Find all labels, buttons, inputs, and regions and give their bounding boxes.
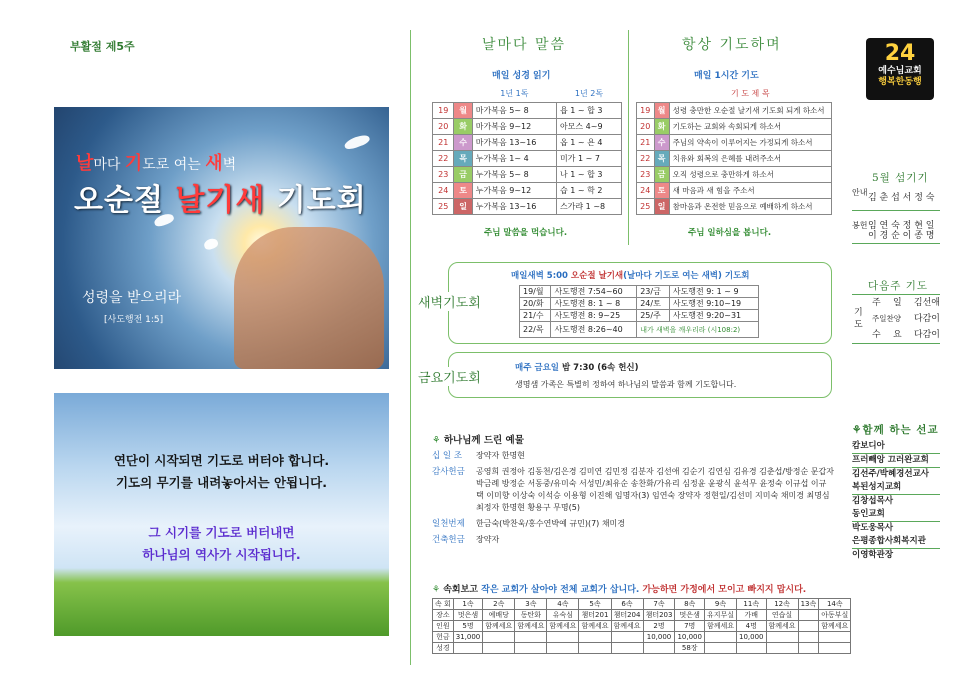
sky-banner bbox=[54, 393, 389, 636]
offering-names: 장약자 한명현 bbox=[476, 451, 525, 460]
dawn-prayer-box bbox=[448, 262, 832, 344]
offering-row bbox=[432, 466, 834, 514]
offering-label: 감사헌금 bbox=[432, 467, 465, 477]
reading-row: 20 화 마가복음 9~12 아모스 4~9 bbox=[433, 118, 622, 134]
bible-reading-table: 1년 1독 1년 2독 19 월 마가복음 5~ 8 욥 1 ~ 합 3 20 화 마가복음 9~12 아모스 4~9 21 수 마가복음 13~16 옵 1 ~ 욘 4 22 목 누가복음 1~ 4 미가 1 ~ 7 23 금 누가복음 5~ 8 나 1 ~ 합 3 24 토 누가복음 9~12 습 1 ~ 학 2 25 일 누가복음 13~16 스가랴 1 ~8 bbox=[432, 86, 622, 215]
tree-icon: ⚘ bbox=[852, 424, 863, 436]
dawn-prayer-banner bbox=[54, 107, 389, 369]
praying-hands-image bbox=[234, 227, 384, 369]
dawn-reading-table bbox=[519, 285, 759, 338]
tree-icon: ⚘ bbox=[432, 585, 441, 595]
reading-row: 22 목 누가복음 1~ 4 미가 1 ~ 7 bbox=[433, 150, 622, 166]
reading-row: 24 토 누가복음 9~12 습 1 ~ 학 2 bbox=[433, 182, 622, 198]
prayer-row: 19 월 성령 충만한 오순절 날기새 기도회 되게 하소서 bbox=[637, 102, 832, 118]
dawn-row: 19/월 사도행전 7:54~60 23/금 사도행전 9: 1 ~ 9 bbox=[520, 286, 759, 298]
mission-item: 동인교회 bbox=[852, 508, 940, 522]
dove-icon bbox=[343, 133, 371, 151]
mission-item: 복된성지교회 bbox=[852, 481, 940, 495]
offering-label: 건축헌금 bbox=[432, 535, 465, 545]
mission-item: 은평종합사회복지관 bbox=[852, 535, 940, 549]
prayer-row: 22 목 치유와 회복의 은혜를 내려주소서 bbox=[637, 150, 832, 166]
mission-heading: ⚘함께 하는 선교 bbox=[852, 424, 939, 436]
prayer-row: 21 수 주님의 약속이 이루어지는 가정되게 하소서 bbox=[637, 134, 832, 150]
prayer-row: 20 화 기도하는 교회와 속회되게 하소서 bbox=[637, 118, 832, 134]
guide-table: 안내 김 춘 섭 서 정 숙 봉헌 임 연 숙 정 현 일 이 경 순 이 종 명 bbox=[852, 186, 940, 244]
reading-row: 19 월 마가복음 5~ 8 욥 1 ~ 합 3 bbox=[433, 102, 622, 118]
mission-list bbox=[852, 440, 940, 562]
mission-item: 이영학관장 bbox=[852, 550, 894, 560]
offering-names: 한금숙(박찬욱/홍수연박예 규민)(7) 채미경 bbox=[476, 519, 626, 528]
offering-row bbox=[432, 534, 834, 546]
mission-item: 프러빼앙 끄러완교회 bbox=[852, 454, 940, 468]
banner2-line3: 그 시기를 기도로 버터내면 bbox=[148, 525, 295, 540]
dawn-prayer-title: 매일새벽 5:00 오순절 날기새(날마다 기도로 여는 새벽) 기도회 bbox=[511, 271, 750, 281]
daily-word-footer: 주님 말씀을 먹습니다. bbox=[484, 228, 568, 238]
banner2-line4: 하나님의 역사가 시작됩니다. bbox=[142, 547, 301, 562]
daily-word-heading: 날마다 말씀 bbox=[482, 37, 567, 53]
banner2-line2: 기도의 무기를 내려놓아서는 안됩니다. bbox=[115, 475, 327, 490]
next-prayer-heading: 다음주 기도 bbox=[868, 280, 929, 292]
offering-names: 공영희 권정아 김동천/김은경 김미연 김민정 김분자 김선애 김순기 김연심 김유경 김춘섭/방정순 문갑자 박금례 방정순 서동중/유미숙 서성민/최유순 송찬화/가유리 심정윤 윤광식 윤석무 윤정숙 이규섭 이규택 이미향 이상숙 이석승 이용형 이진해 임명자(3) 임연숙 장약자 정현일/김선미 지미숙 채미경 최명심 최정자 한명현 황용구 무명(5) bbox=[476, 467, 834, 512]
offering-heading: ⚘ 하나님께 드린 예물 bbox=[432, 435, 524, 446]
dawn-prayer-label: 새벽기도회 bbox=[416, 292, 483, 311]
banner-verse: 성령을 받으리라 bbox=[82, 290, 182, 306]
offering-row bbox=[432, 450, 834, 462]
dawn-row: 22/목 사도행전 8:26~40 내가 새벽을 깨우리라 (시108:2) bbox=[520, 322, 759, 338]
reading-row: 25 일 누가복음 13~16 스가랴 1 ~8 bbox=[433, 198, 622, 214]
divider bbox=[410, 30, 411, 665]
friday-prayer-title: 매주 금요일 밤 7:30 (6속 헌신) bbox=[515, 363, 639, 373]
mission-item: 박도웅목사 bbox=[852, 523, 894, 533]
attendance-heading: ⚘ 속회보고 작은 교회가 살아야 전체 교회가 삽니다. 가능하면 가정에서 모이고 빠지지 맙시다. bbox=[432, 585, 807, 595]
prayer-footer: 주님 일하심을 봅니다. bbox=[688, 228, 772, 238]
dawn-row: 20/화 사도행전 8: 1 ~ 8 24/토 사도행전 9:10~19 bbox=[520, 298, 759, 310]
mission-item: 캄보디아 bbox=[852, 440, 940, 454]
mission-item: 김선주/박혜경선교사 bbox=[852, 469, 930, 479]
divider bbox=[628, 30, 629, 245]
friday-prayer-box bbox=[448, 352, 832, 398]
dawn-row: 21/수 사도행전 8: 9~25 25/주 사도행전 9:20~31 bbox=[520, 310, 759, 322]
next-prayer-table: 기도 주 일 김선애 주일찬양 다감이 수 요 다감이 bbox=[852, 294, 940, 344]
prayer-subheading: 매일 1시간 기도 bbox=[694, 71, 759, 81]
daily-word-subheading: 매일 성경 읽기 bbox=[492, 71, 551, 81]
attendance-row: 장소 멋은샘 예배당 동탄화 유숙심 챔터201 챔터204 챔터203 멋은샘 유지무실 가배 연습실 아동부실 bbox=[433, 610, 851, 621]
tree-icon: ⚘ bbox=[432, 435, 441, 446]
friday-prayer-desc: 생명샘 가족은 특별히 정하여 하나님의 말씀과 함께 기도합니다. bbox=[515, 380, 737, 389]
prayer-row: 23 금 오직 성령으로 충만하게 하소서 bbox=[637, 166, 832, 182]
attendance-row: 인원 5명 함께세요 함께세요 함께세요 함께세요 함께세요 2명 7명 함께세요 4명 함께세요 함께세요 bbox=[433, 621, 851, 632]
reading-row: 23 금 누가복음 5~ 8 나 1 ~ 합 3 bbox=[433, 166, 622, 182]
mission-item: 김창섭목사 bbox=[852, 496, 894, 506]
banner2-line1: 연단이 시작되면 기도로 버터야 합니다. bbox=[113, 453, 330, 468]
banner-title: 오순절 날기새 기도회 bbox=[74, 183, 367, 218]
attendance-row: 속 회 1속 2속 3속 4속 5속 6속 7속 8속 9속 11속 12속 13속 14속 bbox=[433, 599, 851, 610]
offering-label: 십 일 조 bbox=[432, 451, 463, 461]
reading-row: 21 수 마가복음 13~16 옵 1 ~ 욘 4 bbox=[433, 134, 622, 150]
banner-verse-ref: [사도행전 1:5] bbox=[104, 315, 164, 325]
prayer-row: 25 일 참마음과 온전한 믿음으로 예배하게 하소서 bbox=[637, 198, 832, 214]
offering-list bbox=[432, 450, 834, 550]
offering-names: 장약자 bbox=[476, 535, 500, 544]
prayer-heading: 항상 기도하며 bbox=[682, 37, 782, 53]
church-logo: 24 예수님교회 행복한동행 bbox=[866, 38, 934, 100]
friday-prayer-label: 금요기도회 bbox=[416, 367, 483, 386]
attendance-row: 성경 58장 bbox=[433, 643, 851, 654]
offering-row bbox=[432, 518, 834, 530]
dove-icon bbox=[203, 237, 220, 251]
offering-label: 일천번제 bbox=[432, 519, 465, 529]
attendance-row: 헌금 31,000 10,000 10,000 10,000 bbox=[433, 632, 851, 643]
banner-subtitle: 날마다 기도로 여는 새벽 bbox=[76, 153, 237, 174]
season-label: 부활절 제5주 bbox=[70, 40, 135, 53]
prayer-row: 24 토 새 마음과 새 힘을 주소서 bbox=[637, 182, 832, 198]
attendance-table bbox=[432, 598, 851, 654]
guide-heading: 5월 섬기기 bbox=[872, 172, 929, 184]
prayer-topics-table: 기 도 제 목 19 월 성령 충만한 오순절 날기새 기도회 되게 하소서 20 화 기도하는 교회와 속회되게 하소서 21 수 주님의 약속이 이루어지는 가정되게 하소서 22 목 치유와 회복의 은혜를 내려주소서 23 금 오직 성령으로 충만하게 하소서 24 토 새 마음과 새 힘을 주소서 25 일 참마음과 온전한 믿음으로 예배하게 하소서 bbox=[636, 86, 832, 215]
